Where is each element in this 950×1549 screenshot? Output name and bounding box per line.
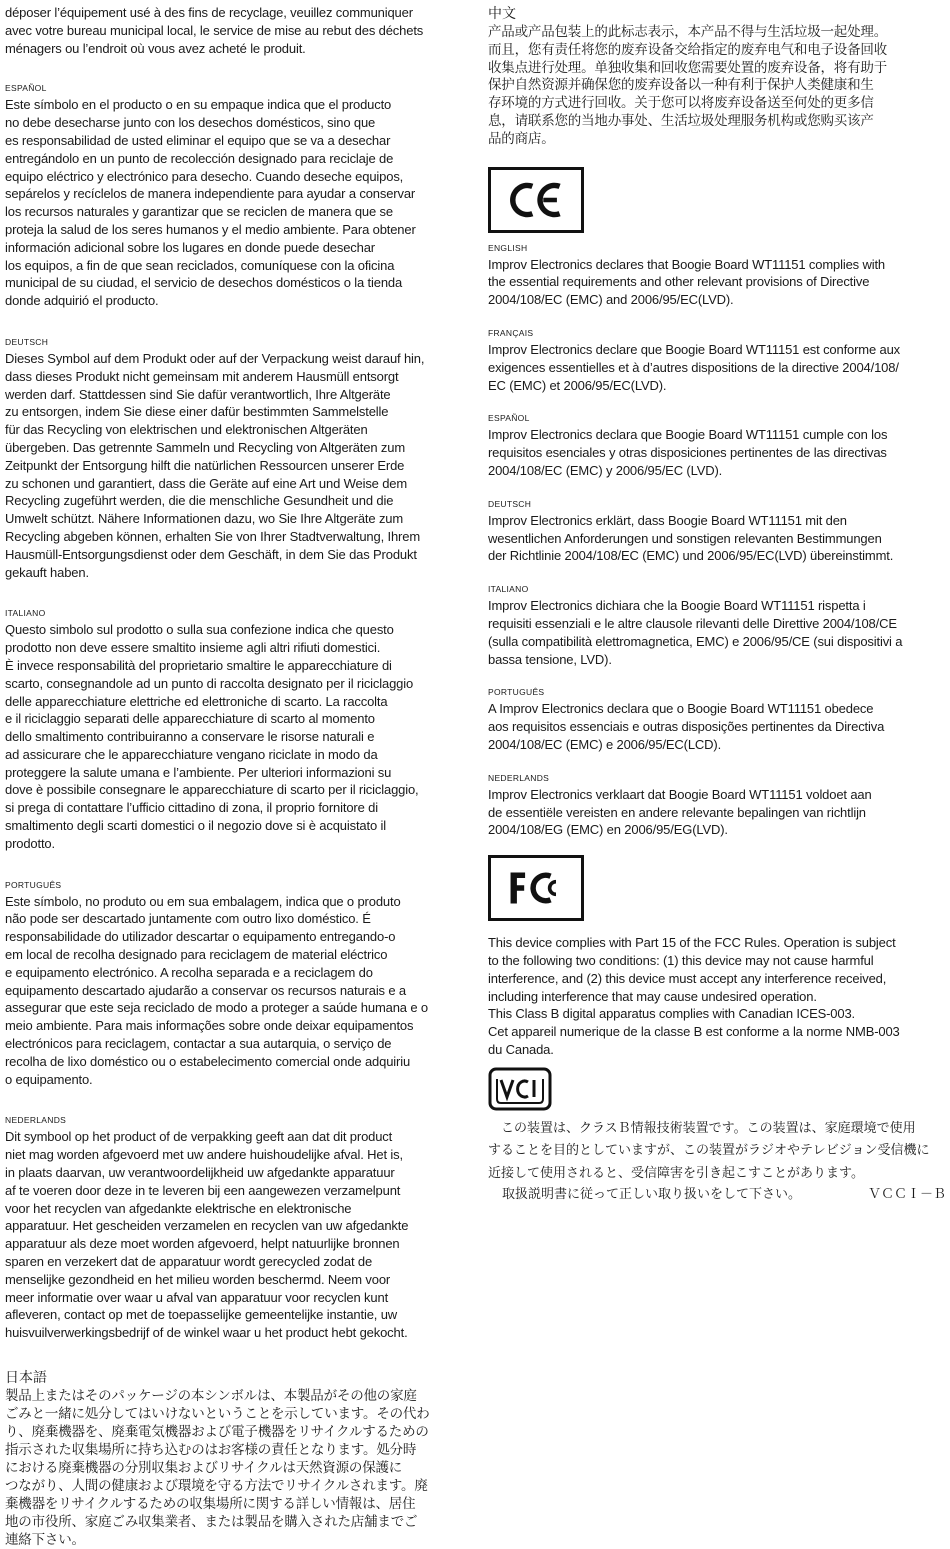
- section-label-japanese: 日本語: [5, 1369, 47, 1385]
- declaration-portuguese-text: A Improv Electronics declara que o Boogie Board WT11151 obedece aos requisitos essenciais e outras disposições pertinentes da Directiva 2004/108/EC (EMC) e 2006/95/EC(LCD).: [488, 701, 885, 752]
- declaration-english: [488, 243, 946, 309]
- section-label-dutch: NEDERLANDS: [5, 1115, 67, 1126]
- section-label-portuguese-decl: PORTUGUÊS: [488, 687, 545, 698]
- vcci-mark-icon: [488, 1067, 552, 1111]
- fcc-mark-icon: [488, 855, 584, 921]
- italian-disposal-section: [5, 608, 473, 852]
- german-disposal-section: [5, 337, 473, 581]
- declaration-portuguese: [488, 687, 946, 753]
- chinese-disposal-section: [488, 4, 946, 148]
- section-label-italian: ITALIANO: [5, 608, 46, 619]
- section-label-english: ENGLISH: [488, 242, 528, 253]
- chinese-disposal-text: 产品或产品包装上的此标志表示，本产品不得与生活垃圾一起处理。 而且，您有责任将您的废弃设备交给指定的废弃电气和电子设备回收 收集点进行处理。单独收集和回收您需要处置的废弃设备，将有助于 保护自然资源并确保您的废弃设备以一种有利于保护人类健康和生 存环境的方式进行回收。关于您可以将废弃设备送至何处的更多信 息，请联系您的当地办事处、生活垃圾处理服务机构或您购买该产 品的商店。: [488, 24, 887, 146]
- declaration-english-text: Improv Electronics declares that Boogie Board WT11151 complies with the essential requirements and other relevant provisions of Directive 2004/108/EC (EMC) and 2006/95/EC(LVD).: [488, 256, 885, 308]
- german-disposal-text: Dieses Symbol auf dem Produkt oder auf der Verpackung weist darauf hin, dass dieses Produkt nicht gemeinsam mit anderem Hausmüll entsorgt werden darf. Stattdessen sind Sie dafür verantwortlich, Ihre Altgeräte zu entsorgen, indem Sie diese einer dafür bestimmten Sammelstelle für das Recycling von elektrischen und elektronischen Altgeräten übergeben. Das getrennte Sammeln und Recycling von Altgeräten zum Zeitpunkt der Entsorgung hilft die natürlichen Ressourcen unserer Erde zu schonen und garantiert, dass die Geräte auf eine Art und Weise dem Recycling zugeführt werden, die die menschliche Gesundheit und die Umwelt schützt. Nähere Informationen dazu, wo Sie Ihre Altgeräte zum Recycling abgeben können, erhalten Sie von Ihrer Stadtverwaltung, Ihrem Hausmüll-Entsorgungsdienst oder dem Geschäft, in dem Sie das Produkt gekauft haben.: [5, 350, 425, 580]
- declaration-spanish: [488, 413, 946, 479]
- section-label-french: FRANÇAIS: [488, 327, 534, 338]
- section-label-german-decl: DEUTSCH: [488, 498, 532, 509]
- declaration-italian: [488, 584, 946, 668]
- section-label-portuguese: PORTUGUÊS: [5, 879, 62, 890]
- declaration-french-text: Improv Electronics declare que Boogie Board WT11151 est conforme aux exigences essentielles et à d’autres dispositions de la directive 2004/108/ EC (EMC) et 2006/95/EC(LVD).: [488, 341, 901, 393]
- japanese-disposal-text: 製品上またはそのパッケージの本シンボルは、本製品がその他の家庭 ごみと一緒に処分してはいけないということを示しています。その代わ り、廃棄機器を、廃棄電気機器および電子機器をリサイクルするための 指示された収集場所に持ち込むのはお客様の責任となります。処分時 における廃棄機器の分別収集およびリサイクルは天然資源の保護に つながり、人間の健康および環境を守る方法でリサイクルされます。廃 棄機器をリサイクルするための収集場所に関する詳しい情報は、居住 地の市役所、家庭ごみ収集業者、または製品を購入された店舗までご 連絡下さい。: [5, 1388, 430, 1547]
- declaration-dutch: [488, 773, 946, 839]
- declaration-dutch-text: Improv Electronics verklaart dat Boogie Board WT11151 voldoet aan de essentiële vereisten en andere relevante bepalingen van richtlijn 2004/108/EG (EMC) en 2006/95/EG(LVD).: [488, 786, 872, 838]
- vcci-notice-text: この装置は、クラスＢ情報技術装置です。この装置は、家庭環境で使用 することを目的としていますが、この装置がラジオやテレビジョン受信機に 近接して使用されると、受信障害を引き起こすことがあります。: [488, 1119, 930, 1180]
- dutch-disposal-section: [5, 1115, 473, 1342]
- section-label-spanish-decl: ESPAÑOL: [488, 413, 530, 424]
- spanish-disposal-section: [5, 83, 473, 310]
- declaration-french: [488, 328, 946, 394]
- italian-disposal-text: Questo simbolo sul prodotto o sulla sua confezione indica che questo prodotto non deve essere smaltito insieme agli altri rifiuti domestici. È invece responsabilità del proprietario smaltire le apparecchiature di scarto, consegnandole ad un punto di raccolta designato per il riciclaggio delle apparecchiature elettriche ed elettroniche di scarto. La raccolta e il riciclaggio separati delle apparecchiature di scarto al momento dello smaltimento contribuiranno a conservare le risorse naturali e ad assicurare che le apparecchiature vengano riciclate in modo da proteggere la salute umana e l’ambiente. Per ulteriori informazioni su dove è possibile consegnare le apparecchiature di scarto per il riciclaggio, si prega di contattare l’ufficio cittadino di zona, il proprio fornitore di smaltimento degli scarti domestici o il negozio dove si è acquistato il prodotto.: [5, 622, 419, 851]
- section-label-german: DEUTSCH: [5, 336, 49, 347]
- ce-mark-icon: [488, 167, 584, 233]
- portuguese-disposal-text: Este símbolo, no produto ou em sua embalagem, indica que o produto não pode ser descartado juntamente com outro lixo doméstico. É responsabilidade do utilizador descartar o equipamento entregando-o em local de recolha designado para reciclagem de material eléctrico e equipamento electrónico. A recolha separada e a reciclagem do equipamento descartado ajudarão a conservar os recursos naturais e a assegurar que este seja reciclado de modo a proteger a saúde humana e o meio ambiente. Para mais informações sobre onde deixar equipamentos electrónicos para reciclagem, contactar a sua autarquia, o serviço de recolha de lixo doméstico ou o estabelecimento comercial onde adquiriu o equipamento.: [5, 893, 428, 1087]
- declaration-german-text: Improv Electronics erklärt, dass Boogie Board WT11151 mit den wesentlichen Anforderungen und sonstigen relevanten Bestimmungen der Richtlinie 2004/108/EC (EMC) und 2006/95/EC(LVD) übereinstimmt.: [488, 512, 894, 564]
- declaration-italian-text: Improv Electronics dichiara che la Boogie Board WT11151 rispetta i requisiti essenziali e le altre clausole rilevanti delle Direttive 2004/108/CE (sulla compatibilità elettromagnetica, EMC) e 2006/95/CE (sui dispositivi a bassa tensione, LVD).: [488, 598, 903, 667]
- section-label-spanish: ESPAÑOL: [5, 83, 47, 94]
- fcc-compliance-text: This device complies with Part 15 of the FCC Rules. Operation is subject to the following two conditions: (1) this device may not cause harmful interference, and (2) this device must accept any interference received, including interference that may cause undesired operation. This Class B digital apparatus complies with Canadian ICES-003. Cet appareil numerique de la classe B est conforme a la norme NMB-003 du Canada.: [488, 935, 900, 1057]
- section-label-italian-decl: ITALIANO: [488, 584, 529, 595]
- vcci-class-code: ＶＣＣＩ－Ｂ: [867, 1186, 946, 1202]
- dutch-disposal-text: Dit symbool op het product of de verpakking geeft aan dat dit product niet mag worden afgevoerd met uw andere huishoudelijke afval. Het is, in plaats daarvan, uw verantwoordelijkheid uw afgedankte apparatuur af te voeren door deze in te leveren bij een aangewezen verzamelpunt voor het recyclen van afgedankte elektrische en elektronische apparatuur. Het gescheiden verzamelen en recyclen van uw afgedankte apparatuur als deze moet worden afgevoerd, helpt natuurlijke bronnen sparen en verzekert dat de apparatuur wordt gerecycled zodat de menselijke gezondheid en het milieu worden beschermd. Neem voor meer informatie over waar u afval van apparatuur voor recyclen kunt afleveren, contact op met de toepasselijke gemeentelijke instantie, uw huisvuilverwerkingsbedrijf of de winkel waar u het product hebt gekocht.: [5, 1129, 409, 1341]
- vcci-instruction-text: 取扱説明書に従って正しい取り扱いをして下さい。: [502, 1186, 802, 1202]
- vcci-notice-footer: [488, 1184, 946, 1204]
- declaration-german: [488, 499, 946, 565]
- spanish-disposal-text: Este símbolo en el producto o en su empaque indica que el producto no debe desecharse junto con los desechos domésticos, sino que es responsabilidad de usted eliminar el equipo que se va a desechar entregándolo en un punto de recolección designado para reciclaje de equipo eléctrico y electrónico para desecho. Cuando desechе equipos, sepárelos y recíclelos de manera independiente para ayudar a conservar los recursos naturales y garantizar que se reciclen de manera que se proteja la salud de los seres humanos y el medio ambiente. Para obtener información adicional sobre los lugares en donde puede desechar los equipos, a fin de que sean reciclados, comuníquese con la oficina municipal de su ciudad, el servicio de desechos domésticos o la tienda donde adquirió el producto.: [5, 97, 416, 309]
- french-disposal-text-continued: déposer l’équipement usé à des fins de recyclage, veuillez communiquer avec votre bureau municipal local, le service de mise au rebut des déchets ménagers ou l’endroit où vous avez acheté le produit.: [5, 5, 424, 56]
- japanese-disposal-section: [5, 1368, 473, 1549]
- declaration-spanish-text: Improv Electronics declara que Boogie Board WT11151 cumple con los requisitos esenciales y otras disposiciones pertinentes de las directivas 2004/108/EC (EMC) y 2006/95/EC (LVD).: [488, 427, 888, 478]
- portuguese-disposal-section: [5, 880, 473, 1089]
- right-column: [488, 4, 946, 1204]
- section-label-dutch-decl: NEDERLANDS: [488, 772, 550, 783]
- section-label-chinese: 中文: [488, 5, 516, 21]
- left-column: [5, 4, 473, 1549]
